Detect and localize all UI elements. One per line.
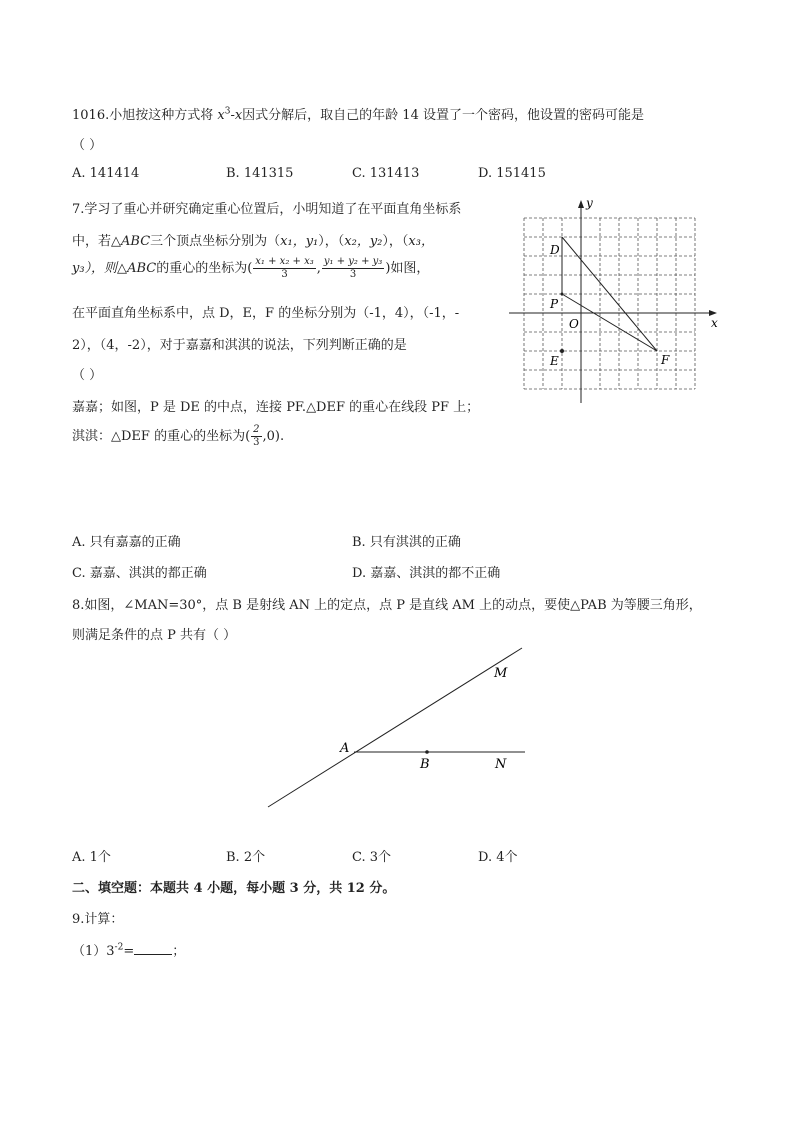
q7-line5: 2），（4，-2），对于嘉嘉和淇淇的说法，下列判断正确的是 [72, 338, 407, 353]
q7-y3: y₃），则△ [72, 261, 128, 276]
q7-text: 如图， [390, 261, 430, 276]
q9-title: 9.计算： [72, 912, 124, 927]
q6-stem-text: 1016.小旭按这种方式将 [72, 108, 218, 123]
q9-item-text: （1）3 [72, 944, 115, 959]
q7-triangle-abc: △ABC [111, 234, 151, 249]
q8-line1: 8.如图，∠MAN=30°，点 B 是射线 AN 上的定点，点 P 是直线 AM 上的动点，要使△PAB 为等腰三角形， [72, 598, 702, 613]
section-heading: 二、填空题：本题共 4 小题，每小题 3 分，共 12 分。 [72, 881, 396, 896]
q7-option-a[interactable]: A. 只有嘉嘉的正确 [72, 535, 181, 550]
q7-option-b[interactable]: B. 只有淇淇的正确 [352, 535, 461, 550]
frac-den: 3 [281, 269, 288, 280]
q6-paren: （ ） [72, 138, 103, 153]
q8-line2: 则满足条件的点 P 共有（ ） [72, 628, 237, 643]
q7-qiqi: 淇淇：△DEF 的重心的坐标为( $\frac{2}{3}$ ,0). [72, 424, 285, 448]
label-d: D [550, 243, 560, 257]
label-m: M [494, 666, 508, 681]
q9-item-1 [72, 940, 185, 959]
label-f: F [661, 353, 670, 367]
q7-paren: （ ） [72, 368, 103, 383]
q6-option-d[interactable]: D. 151415 [478, 166, 546, 181]
q7-qiqi-frac [251, 424, 261, 449]
label-o: O [569, 317, 579, 331]
q7-option-d[interactable]: D. 嘉嘉、淇淇的都不正确 [352, 566, 501, 581]
q7-centroid-frac-x [253, 256, 315, 281]
q7-centroid-frac-y [322, 256, 384, 281]
q9-equals: = [123, 944, 135, 959]
q8-option-a[interactable]: A. 1个 [72, 850, 111, 865]
q9-item-end: ； [172, 944, 186, 959]
point-p [561, 293, 564, 296]
q7-text: ），（ [382, 234, 409, 249]
label-n: N [495, 757, 507, 772]
q7-abc: ABC [127, 261, 157, 276]
q7-text: 淇淇：△DEF 的重心的坐标为 [72, 429, 246, 444]
q8-option-b[interactable]: B. 2个 [226, 850, 266, 865]
q7-text: 中，若 [72, 234, 112, 249]
q7-coordinate-figure [505, 195, 735, 410]
q7-text: ），（ [318, 234, 345, 249]
q6-option-a[interactable]: A. 141414 [72, 166, 140, 181]
q7-coord-3: x₃， [408, 234, 434, 249]
y-axis-arrow [578, 200, 584, 208]
frac-num: 2 [253, 424, 260, 435]
q6-option-c[interactable]: C. 131413 [352, 166, 420, 181]
frac-den: 3 [349, 269, 357, 280]
q8-option-c[interactable]: C. 3个 [352, 850, 392, 865]
label-x: x [711, 316, 718, 330]
label-b: B [420, 757, 430, 772]
q8-angle-figure [262, 642, 534, 812]
q7-option-c[interactable]: C. 嘉嘉、淇淇的都正确 [72, 566, 207, 581]
point-e [560, 349, 564, 353]
q9-answer-blank[interactable] [134, 942, 172, 955]
q7-coord-2: x₂，y₂ [344, 234, 383, 249]
q6-stem-text-b: 因式分解后，取自己的年龄 14 设置了一个密码，他设置的密码可能是 [242, 108, 644, 123]
q7-line4: 在平面直角坐标系中，点 D，E，F 的坐标分别为（-1，4），（-1，- [72, 306, 460, 321]
label-e: E [550, 354, 559, 368]
q7-text: ,0). [262, 429, 285, 444]
q6-expr-minus: -x [230, 108, 243, 123]
q6-expr-x: x [217, 108, 225, 123]
q9-exponent: -2 [114, 942, 124, 953]
q7-jiajia: 嘉嘉；如图，P 是 DE 的中点，连接 PF.△DEF 的重心在线段 PF 上； [72, 400, 480, 415]
q6-option-b[interactable]: B. 141315 [226, 166, 294, 181]
frac-num: x₁ + x₂ + x₃ [255, 256, 314, 267]
q7-text: 三个顶点坐标分别为（ [150, 234, 281, 249]
point-b [425, 750, 429, 754]
q7-line3: y₃），则△ABC的重心的坐标为( $\frac{\text{x₁ + x₂ + x₃}}{3}$ , $\frac{\text{y₁ + y₂ + y₃}}{3}$ )如图， [72, 256, 430, 280]
q8-option-d[interactable]: D. 4个 [478, 850, 518, 865]
q6-expr-exp: 3 [224, 106, 231, 117]
q6-stem [72, 104, 644, 123]
frac-num: y₁ + y₂ + y₃ [323, 256, 383, 267]
frac-den: 3 [253, 437, 260, 448]
q7-line1: 7.学习了重心并研究确定重心位置后，小明知道了在平面直角坐标系 [72, 202, 462, 217]
label-y: y [586, 196, 593, 210]
label-a: A [340, 741, 350, 756]
label-p: P [550, 297, 559, 311]
line-am [268, 648, 522, 807]
q7-text: 的重心的坐标为 [156, 261, 248, 276]
q7-line2 [72, 230, 434, 249]
q7-coord-1: x₁，y₁ [280, 234, 319, 249]
